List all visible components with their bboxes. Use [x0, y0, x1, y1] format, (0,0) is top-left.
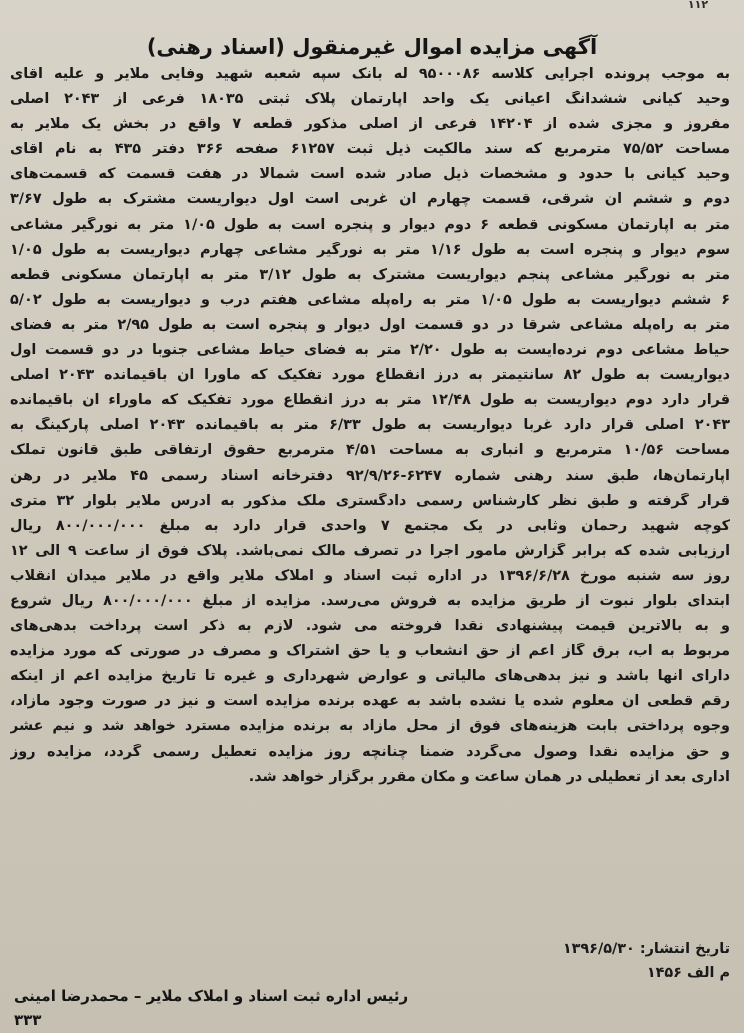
notice-title: آگهی مزایده اموال غیرمنقول (اسناد رهنی) — [146, 35, 598, 59]
notice-line: سوم دیوار و پنجره است به طول ۱/۱۶ متر به نورگیر مشاعی چهارم دیواریست به طول ۱/۰۵ — [10, 241, 730, 258]
notice-line: مساحت ۱۰/۵۶ مترمربع و انباری به مساحت ۴/۵۱ مترمربع حقوق ارتفاقی طبق قانون تملک — [10, 442, 730, 459]
notice-line: اداری بعد از تعطیلی در همان ساعت و مکان مقرر برگزار خواهد شد. — [248, 768, 730, 785]
notice-line: قرار گرفته و طبق نظر کارشناس رسمی دادگستری ملک مذکور به آدرس ملایر بلوار ۳۲ متری — [10, 492, 730, 509]
notice-line: و به بالاترین قیمت پیشنهادی نقدا فروخته می شود. لازم به ذکر است پرداخت بدهی‌های — [10, 618, 730, 635]
notice-line: دوم و ششم آن شرقی، قسمت چهارم آن غربی است اول دیواریست مشترک به طول ۳/۶۷ — [10, 191, 730, 208]
notice-line: ابتدای بلوار نبوت از طریق مزایده به فروش می‌رسد. مزایده از مبلغ ۸۰۰/۰۰۰/۰۰۰ ریال شروع — [10, 592, 730, 609]
notice-line: حیاط مشاعی دوم نرده‌ایست به طول ۲/۲۰ متر به فضای حیاط مشاعی جنوبا در دو قسمت اول — [10, 342, 730, 359]
notice-line: به موجب پرونده اجرایی کلاسه ۹۵۰۰۰۸۶ له بانک سپه شعبه شهید وفایی ملایر و علیه آقای — [10, 66, 730, 82]
signature-line: رئیس اداره ثبت اسناد و املاک ملایر – محمدرضا امینی — [14, 987, 409, 1005]
notice-line: وحید کیانی ششدانگ اعیانی یک واحد آپارتمان پلاک ثبتی ۱۸۰۳۵ فرعی از ۲۰۴۳ اصلی — [10, 91, 730, 108]
publish-date: تاریخ انتشار: ۱۳۹۶/۵/۳۰ — [562, 941, 730, 957]
notice-line: مفروز و مجزی شده از ۱۴۲۰۴ فرعی از اصلی مذکور قطعه ۷ واقع در بخش یک ملایر به — [10, 116, 730, 133]
notice-line: ۶ ششم دیواریست به طول ۱/۰۵ متر به راه‌پله مشاعی هفتم درب و دیواریست به طول ۵/۰۲ — [10, 291, 730, 308]
notice-line: متر به آپارتمان مسکونی قطعه ۶ دوم دیوار و پنجره است به طول ۱/۰۵ متر به نورگیر مشاعی — [10, 216, 730, 233]
notice-line: مربوط به آب، برق گاز اعم از حق انشعاب و یا حق اشتراک و مصرف در صورتی که مورد مزایده — [10, 643, 730, 660]
notice-body — [10, 66, 730, 794]
page-number: ۳۳۳ — [14, 1011, 42, 1029]
notice-line: روز سه شنبه مورخ ۱۳۹۶/۶/۲۸ در اداره ثبت اسناد و املاک ملایر واقع در ملایر میدان انقلاب — [10, 567, 730, 584]
notice-line: وجوه پرداختی بابت هزینه‌های فوق از محل مازاد به برنده مزایده مسترد خواهد شد و نیم عشر — [10, 718, 730, 735]
notice-line: متر به راه‌پله مشاعی شرقا در دو قسمت اول دیوار و پنجره است به طول ۲/۹۵ متر به فضای — [10, 316, 730, 333]
notice-line: رقم قطعی آن معلوم شده یا نشده باشد به عهده برنده مزایده است و نیز در صورت وجود مازاد، — [10, 693, 730, 710]
notice-line: دیواریست به طول ۸۲ سانتیمتر به درز انقطاع مورد تفکیک که ماورا آن باقیمانده ۲۰۴۳ اصلی — [10, 367, 730, 384]
notice-line: ارزیابی شده که برابر گزارش مامور اجرا در تصرف مالک نمی‌باشد. پلاک فوق از ساعت ۹ الی ۱۲ — [10, 542, 730, 559]
notice-line: دارای آنها باشد و نیز بدهی‌های مالیاتی و عوارض شهرداری و غیره تا تاریخ مزایده اعم از اینکه — [10, 668, 730, 685]
notice-line: آپارتمان‌ها، طبق سند رهنی شماره ۶۲۴۷-۹۲/۹/۲۶ دفترخانه اسناد رسمی ۴۵ ملایر در رهن — [10, 467, 730, 484]
notice-line: و حق مزایده نقدا وصول می‌گردد ضمنا چنانچه روز مزایده تعطیل رسمی گردد، مزایده روز — [10, 743, 730, 760]
notice-line: وحید کیانی با حدود و مشخصات ذیل صادر شده است شمالا در هفت قسمت که قسمت‌های — [10, 166, 730, 183]
notice-line: قرار دارد دوم دیواریست به طول ۱۲/۴۸ متر به درز انقطاع مورد تفکیک که ماوراء آن باقیمانده — [10, 392, 730, 409]
notice-code: م الف ۱۴۵۶ — [646, 965, 730, 981]
notice-line: متر به نورگیر مشاعی پنجم دیواریست مشترک به طول ۳/۱۲ متر به آپارتمان مسکونی قطعه — [10, 266, 730, 283]
notice-line: مساحت ۷۵/۵۲ مترمربع که سند مالکیت ذیل ثبت ۶۱۲۵۷ صفحه ۳۶۶ دفتر ۴۳۵ به نام آقای — [10, 141, 730, 158]
top-edge-number: ۱۱۲ — [687, 0, 709, 10]
notice-line: ۲۰۴۳ اصلی قرار دارد غربا دیواریست به طول ۶/۳۳ متر به باقیمانده ۲۰۴۳ اصلی پارکینگ به — [10, 417, 730, 434]
notice-line: کوچه شهید رحمان وثابی در یک مجتمع ۷ واحدی قرار دارد به مبلغ ۸۰۰/۰۰۰/۰۰۰ ریال — [10, 517, 730, 534]
